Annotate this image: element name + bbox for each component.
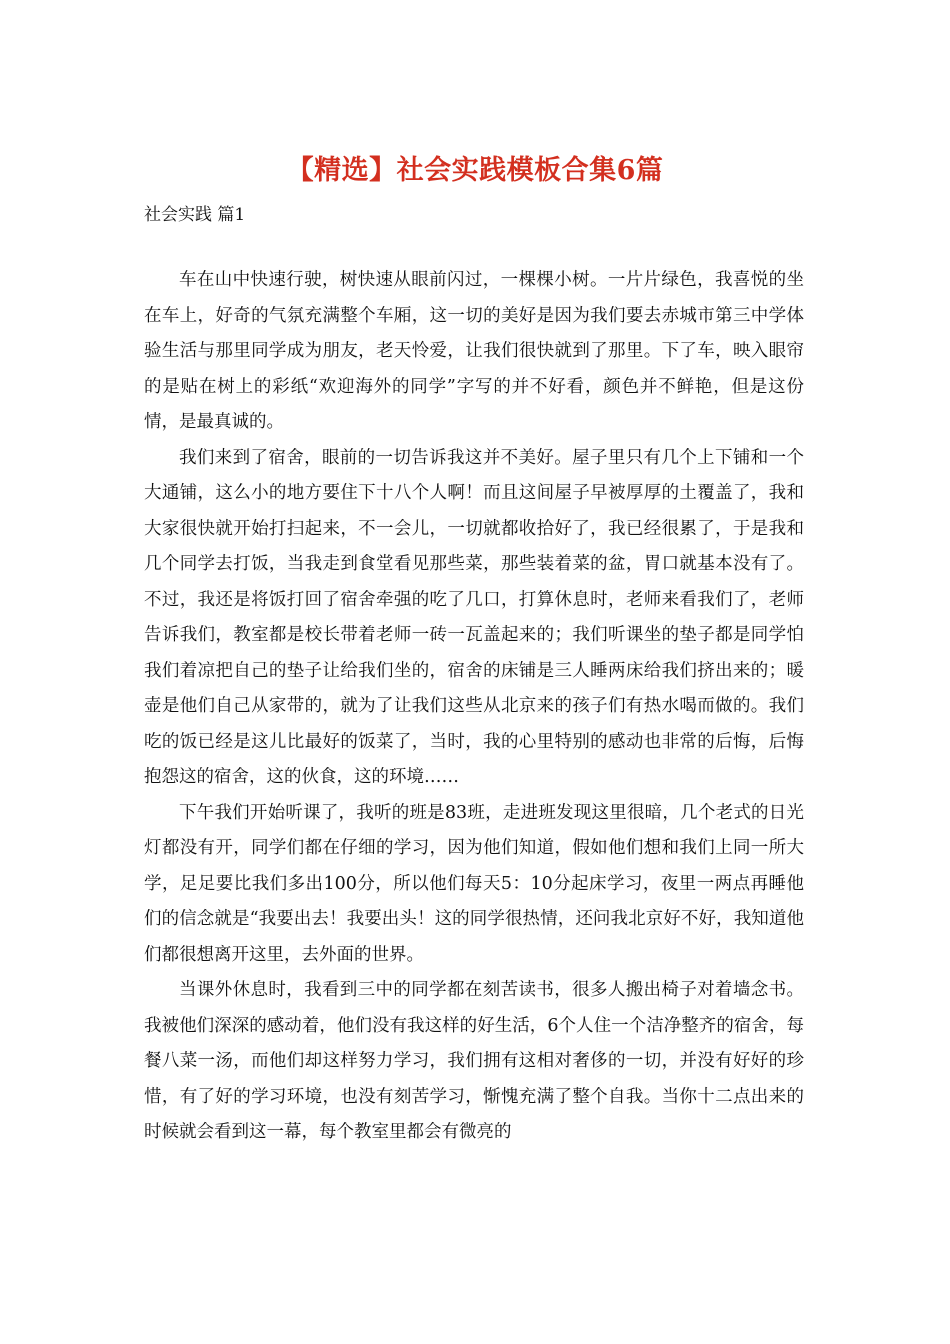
body-paragraph: 下午我们开始听课了，我听的班是83班，走进班发现这里很暗，几个老式的日光灯都没有开，同学们都在仔细的学习，因为他们知道，假如他们想和我们上同一所大学，足足要比我们多出100分，所以他们每天5：10分起床学习，夜里一两点再睡他们的信念就是“我要出去！我要出头！这的同学很热情，还问我北京好不好，我知道他们都很想离开这里，去外面的世界。 (144, 802, 804, 965)
body-paragraph: 当课外休息时，我看到三中的同学都在刻苦读书，很多人搬出椅子对着墙念书。我被他们深深的感动着，他们没有我这样的好生活，6个人住一个洁净整齐的宿舍，每餐八菜一汤，而他们却这样努力学习，我们拥有这相对奢侈的一切，并没有好好的珍惜，有了好的学习环境，也没有刻苦学习，惭愧充满了整个自我。当你十二点出来的时候就会看到这一幕，每个教室里都会有微亮的 (144, 980, 804, 1142)
document-title: 【精选】社会实践模板合集6篇 (286, 155, 664, 186)
section-heading: 社会实践 篇1 (144, 205, 246, 225)
body-paragraph: 车在山中快速行驶，树快速从眼前闪过，一棵棵小树。一片片绿色，我喜悦的坐在车上，好奇的气氛充满整个车厢，这一切的美好是因为我们要去赤城市第三中学体验生活与那里同学成为朋友，老天怜爱，让我们很快就到了那里。下了车，映入眼帘的是贴在树上的彩纸“欢迎海外的同学”字写的并不好看，颜色并不鲜艳，但是这份情，是最真诚的。 (144, 270, 804, 432)
body-paragraph: 我们来到了宿舍，眼前的一切告诉我这并不美好。屋子里只有几个上下铺和一个大通铺，这么小的地方要住下十八个人啊！而且这间屋子早被厚厚的土覆盖了，我和大家很快就开始打扫起来，不一会儿，一切就都收拾好了，我已经很累了，于是我和几个同学去打饭，当我走到食堂看见那些菜，那些装着菜的盆，胃口就基本没有了。不过，我还是将饭打回了宿舍牵强的吃了几口，打算休息时，老师来看我们了，老师告诉我们，教室都是校长带着老师一砖一瓦盖起来的；我们听课坐的垫子都是同学怕我们着凉把自己的垫子让给我们坐的，宿舍的床铺是三人睡两床给我们挤出来的；暖壶是他们自己从家带的，就为了让我们这些从北京来的孩子们有热水喝而做的。我们吃的饭已经是这儿比最好的饭菜了，当时，我的心里特别的感动也非常的后悔，后悔抱怨这的宿舍，这的伙食，这的环境…… (144, 447, 804, 787)
document-body (144, 263, 804, 1151)
